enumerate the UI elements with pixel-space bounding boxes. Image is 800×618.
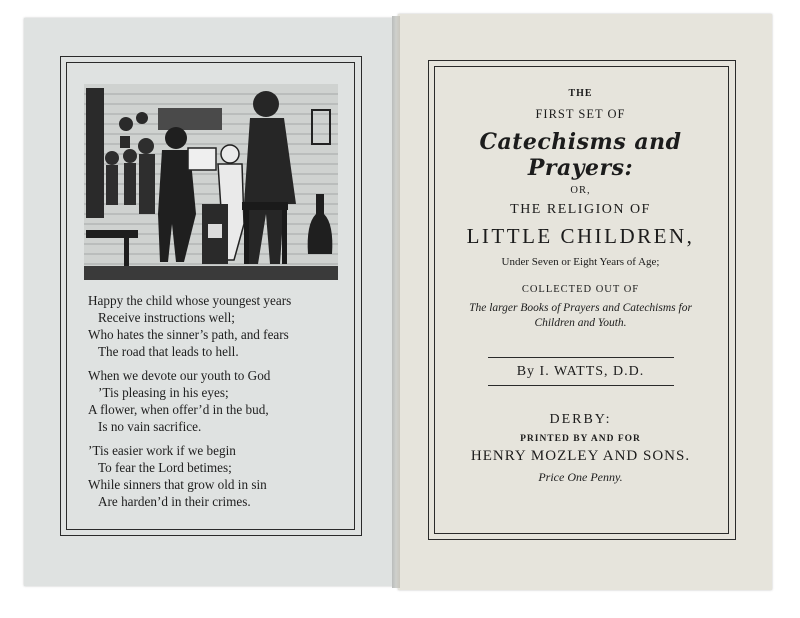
poem-line: The road that leads to hell.: [98, 344, 239, 359]
book-gutter: [392, 16, 400, 588]
title-catechisms: Catechisms and Prayers:: [479, 129, 682, 181]
imprint-place: DERBY:: [549, 412, 612, 427]
poem-line: Is no vain sacrifice.: [98, 419, 202, 434]
poem-line: When we devote our youth to God: [88, 368, 271, 383]
title-the: THE: [568, 88, 593, 99]
poem-line: Happy the child whose youngest years: [88, 293, 292, 308]
collected-out-of: COLLECTED OUT OF: [521, 284, 640, 295]
imprint-printed-by: PRINTED BY AND FOR: [520, 434, 641, 444]
poem-line: ’Tis pleasing in his eyes;: [98, 385, 229, 400]
divider-rule: [488, 385, 674, 386]
poem-line: Who hates the sinner’s path, and fears: [88, 327, 289, 342]
imprint-publisher: HENRY MOZLEY AND SONS.: [470, 448, 691, 464]
schoolroom-woodcut-illustration: [84, 84, 338, 280]
title-little-children: LITTLE CHILDREN,: [466, 224, 695, 248]
poem-line: Receive instructions well;: [98, 310, 235, 325]
source-books-line: The larger Books of Prayers and Catechisms for: [469, 302, 692, 314]
author-line: By I. WATTS, D.D.: [516, 364, 645, 379]
price-text: Price One Penny.: [538, 470, 623, 484]
title-religion-of: THE RELIGION OF: [510, 202, 651, 217]
subtitle-age: Under Seven or Eight Years of Age;: [501, 256, 660, 268]
poem-stanza-2: [88, 367, 350, 435]
poem: [88, 292, 350, 517]
poem-line: While sinners that grow old in sin: [88, 477, 267, 492]
title-first-set: FIRST SET OF: [535, 107, 626, 121]
poem-line: Are harden’d in their crimes.: [98, 494, 251, 509]
poem-line: ’Tis easier work if we begin: [88, 443, 236, 458]
title-or: OR,: [570, 185, 591, 196]
poem-stanza-3: [88, 442, 350, 510]
title-page: [434, 84, 727, 485]
poem-line: To fear the Lord betimes;: [98, 460, 232, 475]
poem-line: A flower, when offer’d in the bud,: [88, 402, 269, 417]
source-books: [434, 301, 727, 331]
poem-stanza-1: [88, 292, 350, 360]
source-books-line: Children and Youth.: [534, 317, 627, 329]
